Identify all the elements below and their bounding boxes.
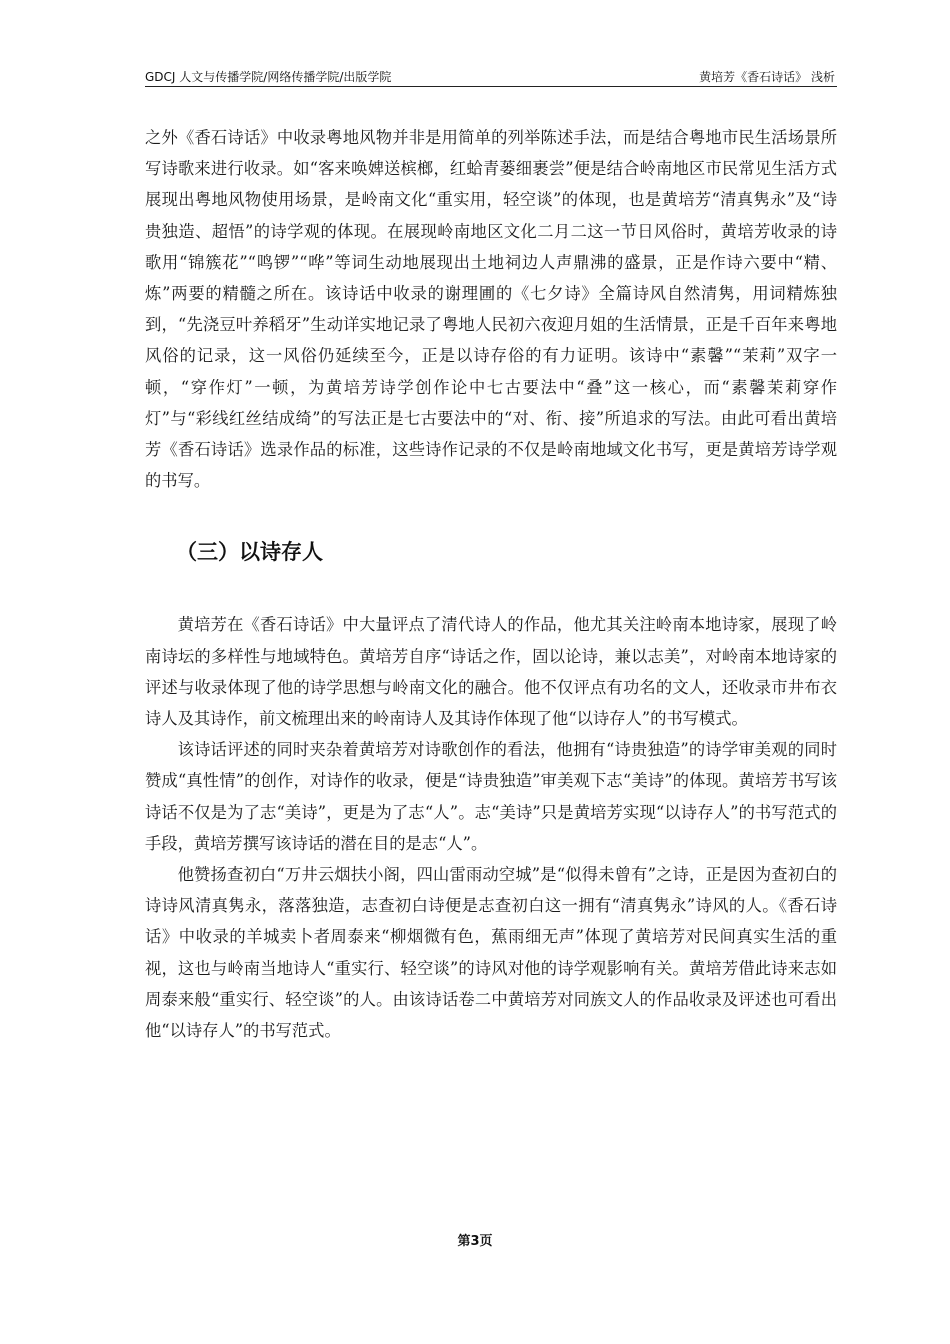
section-heading: （三）以诗存人 bbox=[176, 540, 323, 565]
page-header bbox=[145, 66, 837, 87]
header-institution: GDCJ 人文与传播学院/网络传播学院/出版学院 bbox=[145, 70, 392, 84]
header-document-title: 黄培芳《香石诗话》 浅析 bbox=[699, 70, 835, 84]
page-number: 第3页 bbox=[457, 1234, 493, 1249]
body-paragraph: 他赞扬查初白“万井云烟扶小阁，四山雷雨动空城”是“似得未曾有”之诗，正是因为查初白的诗诗风清真隽永，落落独造，志查初白诗便是志查初白这一拥有“清真隽永”诗风的人。《香石诗话》中收录的羊城卖卜者周泰来“柳烟微有色，蕉雨细无声”体现了黄培芳对民间真实生活的重视，这也与岭南当地诗人“重实行、轻空谈”的诗风对他的诗学观影响有关。黄培芳借此诗来志如周泰来般“重实行、轻空谈”的人。由该诗话卷二中黄培芳对同族文人的作品收录及评述也可看出他“以诗存人”的书写范式。 bbox=[145, 865, 837, 1041]
body-paragraph: 之外《香石诗话》中收录粤地风物并非是用简单的列举陈述手法，而是结合粤地市民生活场景所写诗歌来进行收录。如“客来唤婢送槟榔，红蛤青蒌细裹尝”便是结合岭南地区市民常见生活方式展现出粤地风物使用场景，是岭南文化“重实用，轻空谈”的体现，也是黄培芳“清真隽永”及“诗贵独造、超悟”的诗学观的体现。在展现岭南地区文化二月二这一节日风俗时，黄培芳收录的诗歌用“锦簇花”“鸣锣”“哗”等词生动地展现出土地祠边人声鼎沸的盛景，正是作诗六要中“精、炼”两要的精髓之所在。该诗话中收录的谢理圃的《七夕诗》全篇诗风自然清隽，用词精炼独到，“先浇豆叶养稻牙”生动详实地记录了粤地人民初六夜迎月姐的生活情景，正是千百年来粤地风俗的记录，这一风俗仍延续至今，正是以诗存俗的有力证明。该诗中“素馨”“茉莉”双字一顿，“穿作灯”一顿，为黄培芳诗学创作论中七古要法中“叠”这一核心，而“素馨茉莉穿作灯”与“彩线红丝结成绮”的写法正是七古要法中的“对、衔、接”所追求的写法。由此可看出黄培芳《香石诗话》选录作品的标准，这些诗作记录的不仅是岭南地域文化书写，更是黄培芳诗学观的书写。 bbox=[145, 128, 837, 491]
body-paragraph: 该诗话评述的同时夹杂着黄培芳对诗歌创作的看法，他拥有“诗贵独造”的诗学审美观的同时赞成“真性情”的创作，对诗作的收录，便是“诗贵独造”审美观下志“美诗”的体现。黄培芳书写该诗话不仅是为了志“美诗”，更是为了志“人”。志“美诗”只是黄培芳实现“以诗存人”的书写范式的手段，黄培芳撰写该诗话的潜在目的是志“人”。 bbox=[145, 740, 837, 853]
body-text bbox=[145, 122, 837, 1046]
body-paragraph: 黄培芳在《香石诗话》中大量评点了清代诗人的作品，他尤其关注岭南本地诗家，展现了岭南诗坛的多样性与地域特色。黄培芳自序“诗话之作，固以论诗，兼以志美”，对岭南本地诗家的评述与收录体现了他的诗学思想与岭南文化的融合。他不仅评点有功名的文人，还收录市井布衣诗人及其诗作，前文梳理出来的岭南诗人及其诗作体现了他“以诗存人”的书写模式。 bbox=[145, 615, 837, 729]
